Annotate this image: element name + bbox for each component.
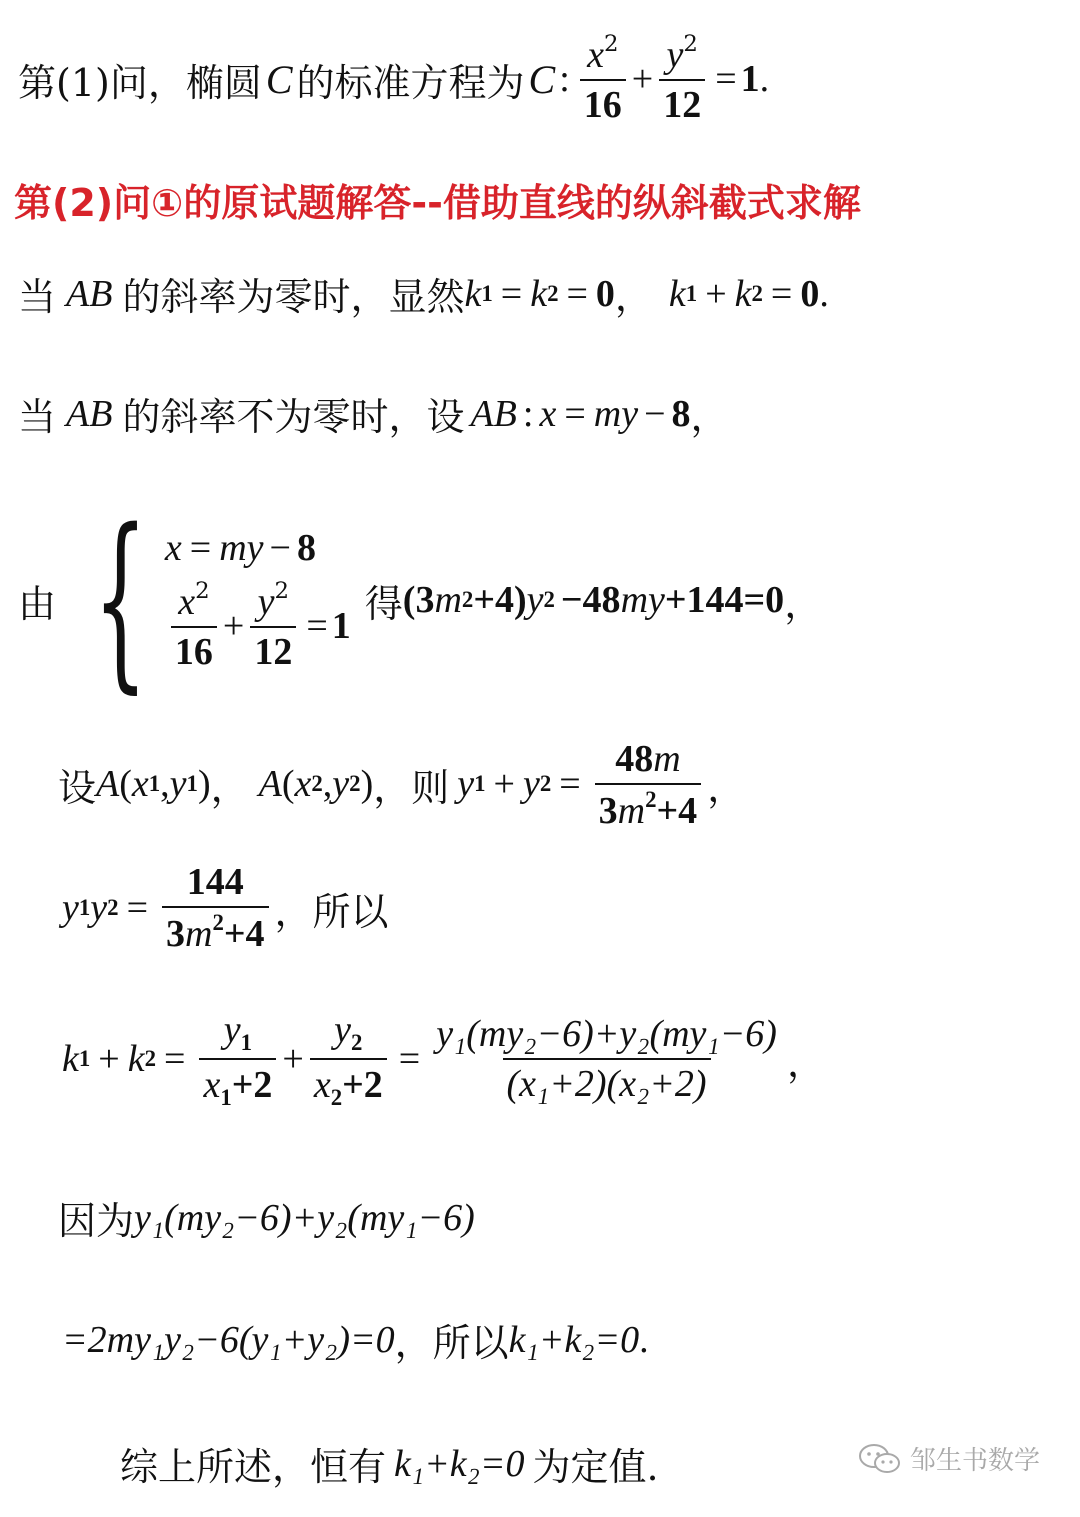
den: +2 xyxy=(342,1064,383,1106)
fraction-combined xyxy=(432,1012,781,1106)
sub: 1 xyxy=(685,280,698,306)
text: ，则 xyxy=(373,765,450,810)
var-y: y xyxy=(169,763,187,805)
zero: 0 xyxy=(800,272,820,315)
den: +4 xyxy=(223,912,265,955)
sub: 1 xyxy=(240,1030,253,1055)
fraction-y2-12 xyxy=(250,578,296,674)
fraction-sum xyxy=(595,736,702,833)
equals: = xyxy=(500,272,523,315)
var-k: k xyxy=(668,272,686,315)
exp: 2 xyxy=(645,786,657,812)
expr: +144=0 xyxy=(664,579,785,621)
num: 48 xyxy=(615,737,654,780)
var-my: my xyxy=(219,527,264,570)
minus: − xyxy=(269,527,291,570)
sub: 2 xyxy=(144,1046,156,1071)
sub: 1 xyxy=(78,895,91,920)
var-m: m xyxy=(653,737,681,780)
var-y: y xyxy=(62,887,79,929)
plus: + xyxy=(282,1038,304,1080)
plus: + xyxy=(98,1038,120,1080)
den: 12 xyxy=(250,626,296,674)
var-m: m xyxy=(185,912,213,955)
plus: + xyxy=(493,763,515,805)
zero: 0 xyxy=(595,272,615,315)
exp: 2 xyxy=(543,587,555,612)
watermark xyxy=(858,1440,1040,1477)
sub: 2 xyxy=(539,771,552,796)
one: 1 xyxy=(740,58,760,100)
equals: = xyxy=(564,392,586,435)
line-k-sum xyxy=(62,1000,825,1118)
exp: 2 xyxy=(683,31,698,58)
exp: 2 xyxy=(461,587,474,612)
den: +4 xyxy=(656,789,698,832)
expr: y₁(my₂−6)+y₂(my₁−6) xyxy=(134,1196,475,1239)
comma: ， xyxy=(786,1040,825,1085)
text: ，所以 xyxy=(274,889,389,934)
var-c: C xyxy=(528,56,556,102)
sub: 2 xyxy=(349,771,361,796)
section-heading: 第(2)问①的原试题解答--借助直线的纵斜截式求解 xyxy=(14,181,861,225)
den: 16 xyxy=(580,79,626,127)
sub: 2 xyxy=(330,1084,343,1110)
comma: ， xyxy=(690,395,729,439)
line-part1 xyxy=(18,20,769,138)
var-k: k xyxy=(62,1038,79,1080)
num: y₁(my₂−6)+y₂(my₁−6) xyxy=(436,1013,777,1055)
fraction-k1 xyxy=(199,1007,276,1111)
expr: +4) xyxy=(473,579,527,621)
sub: 1 xyxy=(148,771,161,796)
text: 为定值. xyxy=(532,1445,659,1489)
wechat-icon xyxy=(858,1442,902,1476)
var-y: y xyxy=(522,763,540,805)
eight: 8 xyxy=(671,392,691,435)
watermark-text: 邹生书数学 xyxy=(910,1446,1041,1476)
minus: − xyxy=(644,392,666,435)
comma: , xyxy=(160,763,170,805)
sub: 2 xyxy=(311,771,323,796)
text: 的标准方程为 xyxy=(296,60,525,105)
expr: (3 xyxy=(402,579,435,621)
exp: 2 xyxy=(195,578,210,605)
expr: −48 xyxy=(560,579,621,621)
line-vieta-sum xyxy=(58,728,745,840)
exp: 2 xyxy=(212,910,224,936)
var-k: k xyxy=(464,272,482,315)
var-c: C xyxy=(265,56,293,102)
sub: 2 xyxy=(751,280,763,306)
num: x xyxy=(587,33,604,76)
plus: + xyxy=(705,272,727,315)
den: x xyxy=(203,1064,221,1106)
text: 由 xyxy=(18,581,57,626)
period: . xyxy=(639,1318,649,1361)
den: +2 xyxy=(231,1064,273,1106)
var-x: x xyxy=(294,763,312,805)
text: 第(1)问，椭圆 xyxy=(18,60,262,105)
system-row-2 xyxy=(165,578,351,674)
var-y: y xyxy=(526,579,544,621)
text: 的斜率不为零时，设 xyxy=(122,395,465,439)
var-m: m xyxy=(434,579,462,621)
comma: ， xyxy=(614,275,653,319)
fraction-product xyxy=(162,860,269,956)
var-ab: AB xyxy=(66,272,113,315)
equals: = xyxy=(559,763,581,805)
var-k: k xyxy=(127,1038,145,1080)
var-m: m xyxy=(617,789,646,832)
equals: = xyxy=(566,272,588,315)
colon: : xyxy=(559,58,570,100)
text: ，所以 xyxy=(394,1321,509,1365)
point-a: A xyxy=(258,763,282,805)
paren: ( xyxy=(119,763,132,805)
period: . xyxy=(819,272,829,315)
num: x xyxy=(178,580,196,623)
var-ab: AB xyxy=(66,392,113,435)
var-y: y xyxy=(90,887,108,929)
var-ab: AB xyxy=(470,392,517,435)
line-vieta-product xyxy=(62,852,389,964)
equals: = xyxy=(189,527,212,570)
equals: = xyxy=(398,1038,421,1080)
var-my: my xyxy=(593,392,639,435)
fraction-y2-12 xyxy=(659,31,705,127)
fraction-k2 xyxy=(310,1007,387,1111)
var-x: x xyxy=(164,527,182,570)
eight: 8 xyxy=(296,527,316,570)
sub: 1 xyxy=(481,280,493,306)
text: 得 xyxy=(364,581,403,626)
fraction-x2-16 xyxy=(580,31,626,127)
var-my: my xyxy=(620,579,665,621)
den: (x₁+2)(x₂+2) xyxy=(503,1058,711,1106)
den: x xyxy=(313,1064,331,1106)
equation-system xyxy=(18,489,823,710)
text: 当 xyxy=(18,395,57,439)
sub: 1 xyxy=(186,771,198,796)
text: 综上所述，恒有 xyxy=(120,1445,387,1489)
equals: = xyxy=(126,887,148,929)
num: y xyxy=(257,580,275,623)
comma: , xyxy=(322,763,333,805)
equals: = xyxy=(715,58,737,100)
comma: ， xyxy=(784,581,823,626)
expr: k₁+k₂=0 xyxy=(508,1318,640,1361)
sub: 2 xyxy=(351,1030,363,1055)
num: y xyxy=(666,33,684,76)
den: 12 xyxy=(659,79,705,127)
brace: { xyxy=(93,489,148,710)
expr: k₁+k₂=0 xyxy=(394,1442,525,1485)
var-x: x xyxy=(131,763,149,805)
sub: 2 xyxy=(107,895,119,920)
var-y: y xyxy=(457,763,475,805)
exp: 2 xyxy=(274,578,290,605)
sub: 2 xyxy=(547,280,559,306)
sub: 1 xyxy=(220,1084,232,1110)
text: 当 xyxy=(18,275,57,319)
line-conclusion xyxy=(120,1436,659,1491)
system-row-1 xyxy=(165,526,351,570)
comma: ， xyxy=(707,765,746,810)
var-x: x xyxy=(539,392,557,435)
paren: ( xyxy=(281,763,295,805)
plus: + xyxy=(631,58,654,100)
sub: 1 xyxy=(78,1046,91,1071)
comma: ， xyxy=(210,765,249,810)
point-a: A xyxy=(96,763,120,805)
equals: = xyxy=(306,604,328,647)
exp: 2 xyxy=(603,31,619,58)
one: 1 xyxy=(331,604,351,647)
den: 3 xyxy=(598,789,618,832)
text: 的斜率为零时，显然 xyxy=(122,275,465,319)
sub: 1 xyxy=(474,771,486,796)
num: 144 xyxy=(186,861,244,904)
line-result xyxy=(62,1312,649,1367)
text: 设 xyxy=(58,765,97,810)
paren: ) xyxy=(360,763,374,805)
line-slope-zero: 当 AB 的斜率为零时，显然 k 1 = k 2 = 0 ， k 1 + k 2 = 0 . xyxy=(18,266,829,321)
system-block xyxy=(56,489,351,710)
period: . xyxy=(759,58,770,100)
fraction-x2-16 xyxy=(171,578,217,674)
equals: = xyxy=(164,1038,186,1080)
plus: + xyxy=(222,604,245,647)
num: y xyxy=(334,1009,352,1052)
den: 3 xyxy=(166,912,185,955)
den: 16 xyxy=(171,626,217,674)
var-y: y xyxy=(332,763,350,805)
line-because xyxy=(58,1190,475,1245)
num: y xyxy=(223,1009,241,1052)
equals: = xyxy=(770,272,793,315)
paren: ) xyxy=(197,763,211,805)
expr: =2my₁y₂−6(y₁+y₂)=0 xyxy=(62,1318,395,1361)
colon: : xyxy=(522,392,534,435)
text: 因为 xyxy=(58,1199,135,1243)
line-slope-nonzero xyxy=(18,386,729,441)
